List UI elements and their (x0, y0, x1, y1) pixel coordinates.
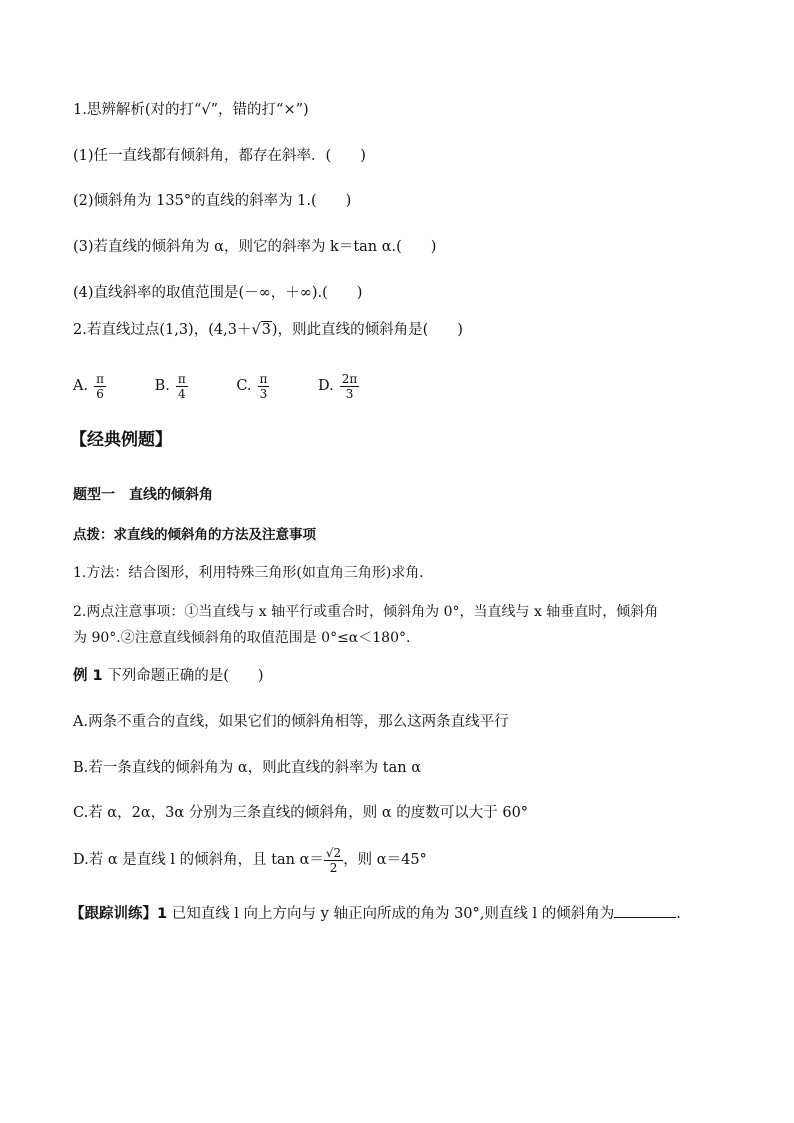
option-d-fraction-den: 2 (329, 860, 338, 875)
sqrt-argument: 3 (261, 322, 271, 338)
option-b-num: π (177, 371, 186, 386)
practice-1 (70, 903, 681, 924)
option-d-suffix: ，则 α＝45° (343, 852, 427, 868)
example-1-label: 例 1 (73, 668, 103, 684)
question-2-prefix: 2.若直线过点(1,3)，(4,3＋ (73, 322, 252, 338)
statement-2: (2)倾斜角为 135°的直线的斜率为 1.( ) (73, 193, 352, 209)
option-c-letter: C. (236, 378, 252, 394)
option-d-den: 3 (345, 386, 354, 401)
practice-label: 【跟踪训练】1 (70, 906, 168, 922)
option-d-fraction-num: √2 (325, 845, 342, 860)
option-d-fraction-sqrt2 (324, 846, 343, 875)
intro-title: 1.思辨解析(对的打“√”，错的打“×”) (73, 102, 309, 118)
answer-blank[interactable] (614, 903, 676, 918)
statement-1: (1)任一直线都有倾斜角，都存在斜率．( ) (73, 148, 366, 164)
question-2-options (73, 368, 403, 404)
option-c-fraction (258, 372, 270, 401)
question-2-suffix: )，则此直线的倾斜角是( ) (271, 322, 463, 338)
option-b-fraction (176, 372, 188, 401)
example-1-option-b: B.若一条直线的倾斜角为 α，则此直线的斜率为 tan α (73, 760, 421, 776)
notes-line-1: 2.两点注意事项：①当直线与 x 轴平行或重合时，倾斜角为 0°，当直线与 x 轴垂直时，倾斜角 (73, 604, 659, 620)
option-d-prefix: D.若 α 是直线 l 的倾斜角，且 tan α＝ (73, 852, 324, 868)
option-d-letter: D. (318, 378, 334, 394)
section-heading: 【经典例题】 (70, 430, 172, 450)
option-b (155, 368, 188, 404)
method-text: 1.方法：结合图形，利用特殊三角形(如直角三角形)求角． (73, 565, 434, 581)
option-a-den: 6 (96, 386, 104, 401)
option-a-fraction (94, 372, 106, 401)
example-1-option-a: A.两条不重合的直线，如果它们的倾斜角相等，那么这两条直线平行 (73, 714, 509, 730)
option-a-letter: A. (73, 378, 89, 394)
option-a-num: π (96, 371, 104, 386)
practice-end: . (676, 906, 681, 922)
question-2 (73, 320, 463, 340)
option-b-letter: B. (154, 378, 170, 394)
option-d (318, 368, 359, 404)
tip-title: 点拨：求直线的倾斜角的方法及注意事项 (73, 527, 316, 543)
option-a (73, 368, 106, 404)
example-1-option-c: C.若 α，2α，3α 分别为三条直线的倾斜角，则 α 的度数可以大于 60° (73, 805, 529, 821)
option-c-num: π (259, 371, 268, 386)
option-d-fraction (340, 372, 360, 401)
example-1-option-d (73, 842, 427, 878)
notes-line-2: 为 90°.②注意直线倾斜角的取值范围是 0°≤α＜180°. (73, 630, 411, 646)
option-d-num: 2π (341, 371, 358, 386)
statement-4: (4)直线斜率的取值范围是(－∞，＋∞).( ) (73, 285, 363, 301)
example-1 (73, 666, 264, 686)
option-c (236, 368, 269, 404)
option-b-den: 4 (177, 386, 186, 401)
statement-3: (3)若直线的倾斜角为 α，则它的斜率为 k＝tan α.( ) (73, 239, 437, 255)
practice-text: 已知直线 l 向上方向与 y 轴正向所成的角为 30°,则直线 l 的倾斜角为 (167, 906, 615, 922)
sqrt-expression: √3 (251, 322, 271, 338)
type-title: 题型一 直线的倾斜角 (73, 487, 213, 503)
option-c-den: 3 (259, 386, 268, 401)
example-1-question: 下列命题正确的是( ) (102, 668, 264, 684)
